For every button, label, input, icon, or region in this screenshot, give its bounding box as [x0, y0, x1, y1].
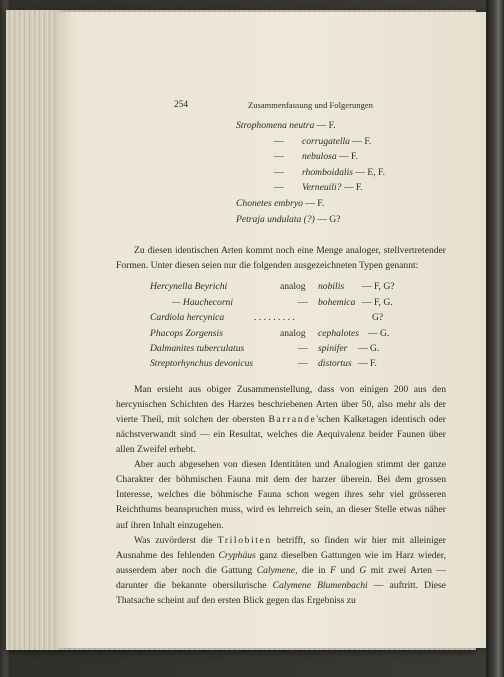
paragraph-analogous-forms: Zu diesen identischen Arten kommt noch eine Menge analoger, stellvertretender Formen. Unter diesen seien nur die folgenden ausgezeichneten Typen genannt: [116, 245, 446, 272]
list-item: Hercynella Beyrichi analog nobilis — F, G? [150, 281, 395, 293]
book-right-edge [486, 0, 504, 677]
list-item: — Verneuili? — F. [274, 182, 363, 194]
running-title: Zusammenfassung und Folgerungen [248, 101, 373, 110]
paragraph-trilobites: Was zuvörderst die Trilobiten betrifft, so finden wir hier mit alleiniger Ausnahme des fehlenden Cryphäus ganz dieselben Gattungen wie im Harz wieder, ausserdem aber noch die Gattung Calymene, die in F und G mit zwei Arten — darunter die bekannte obersilurische Calymene Blumenbachi — auftritt. Diese Thatsache scheint auf den ersten Blick gegen das Ergebniss zu [116, 534, 447, 606]
list-item: Streptorhynchus devonicus — distortus — F. [150, 358, 377, 370]
list-item: Strophomena neutra — F. [236, 120, 336, 131]
list-item: — Hauchecorni — bohemica — F, G. [172, 296, 393, 308]
paragraph-bohemian-fauna: Aber auch abgesehen von diesen Identitäten und Analogien stimmt der ganze Charakter der böhmischen Fauna mit dem der harzer überein. Bei dem grossen Interesse, welches die böhmische Fauna schon wegen ihres sehr viel grösseren Reichthums beanspruchen muss, wird es lehrreich sein, an dieser Stelle etwas näher auf ihren Inhalt einzugehen. [116, 459, 446, 531]
page-header [116, 98, 446, 114]
page-number: 254 [174, 100, 189, 110]
list-item: Dalmanites tuberculatus — spinifer — G. [150, 342, 380, 354]
list-item: — rhomboidalis — E, F. [274, 166, 386, 178]
list-item: Phacops Zorgensis analog cephalotes — G. [150, 327, 390, 339]
identical-species-list [236, 118, 446, 227]
analogous-species-list [150, 279, 446, 371]
page-text [116, 98, 446, 608]
list-item: — corrugatella — F. [274, 135, 372, 147]
list-item: Cardiola hercynica . . . . . . . . . G? [150, 312, 384, 324]
paragraph-summary: Man ersieht aus obiger Zusammenstellung, dass von einigen 200 aus den hercynischen Schichten des Harzes beschriebenen Arten über 50, also mehr als der vierte Theil, mit solchen der obersten Barrande'schen Kalketagen identisch oder nächstverwandt sind — ein Resultat, welches die Aequivalenz beider Faunen über allen Zweifel erhebt. [116, 383, 446, 456]
list-item: Chonetes embryo — F. [236, 197, 325, 209]
list-item: — nebulosa — F. [274, 151, 359, 163]
list-item: Petraja undulata (?) — G? [236, 213, 341, 225]
